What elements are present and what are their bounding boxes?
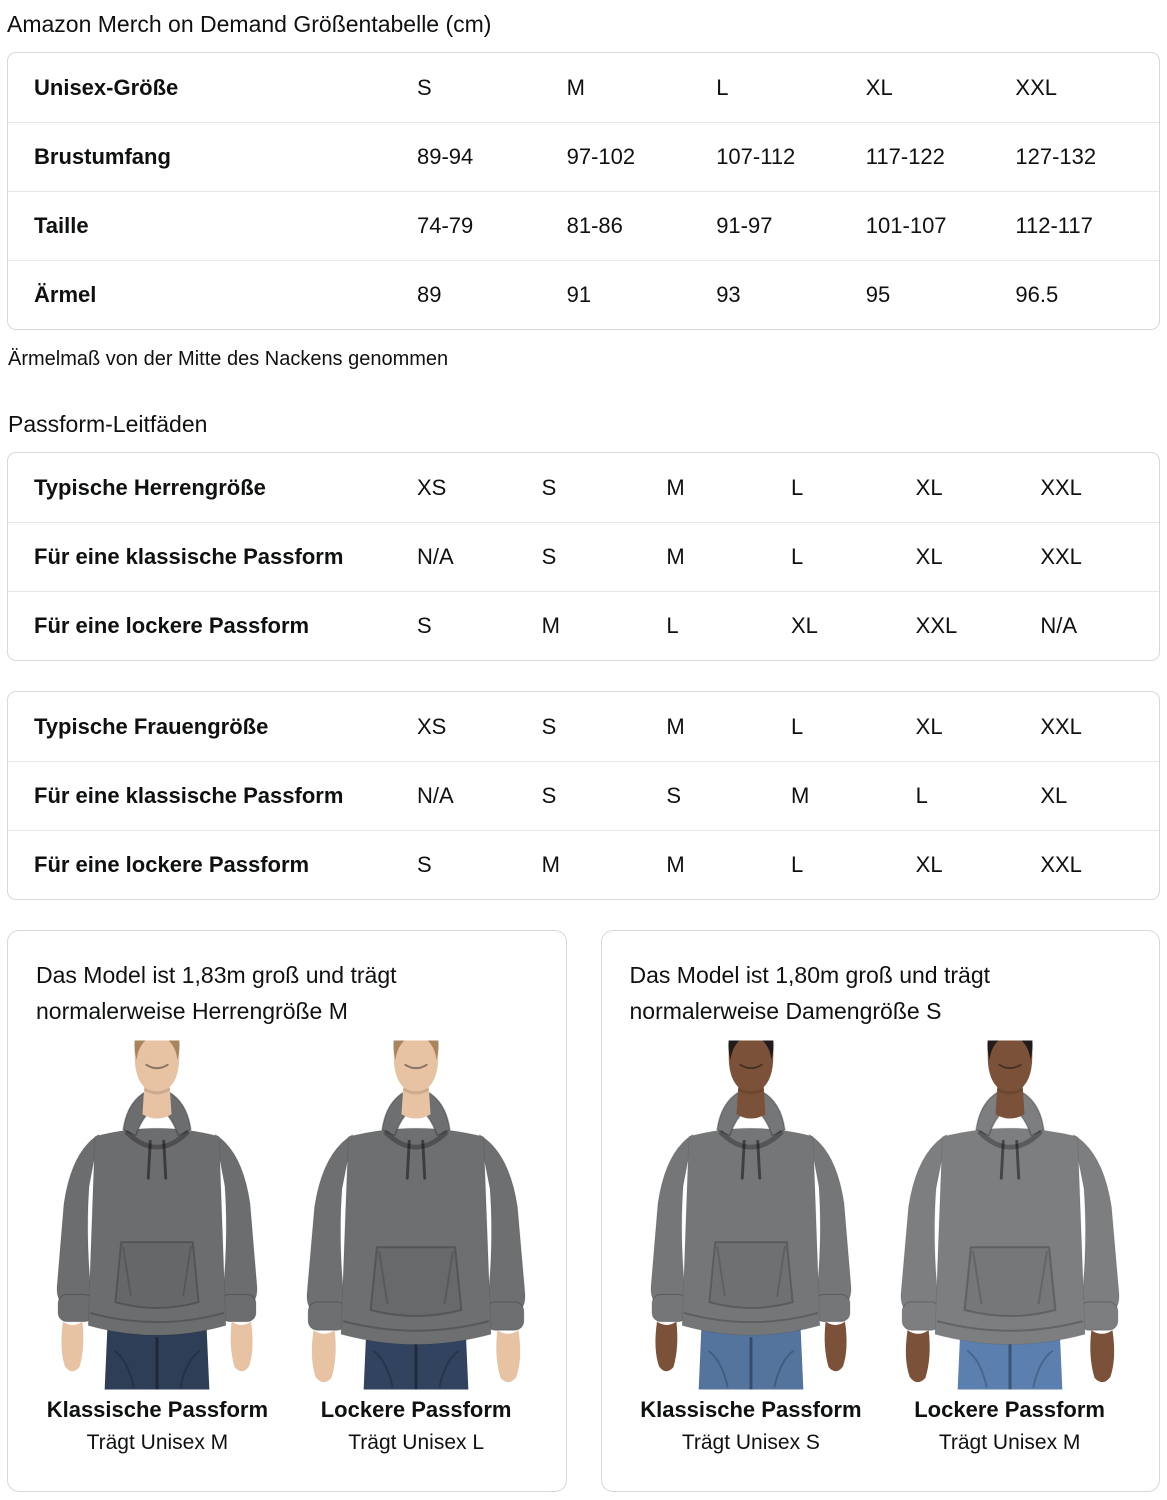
model-description: Das Model ist 1,83m groß und trägt normalerweise Herrengröße M [36,962,397,1024]
row-label: Unisex-Größe [34,74,179,100]
table-row [8,260,1159,329]
row-label: Für eine lockere Passform [34,613,310,638]
fit-caption: Klassische Passform [46,1397,269,1422]
hoodie-model-illustration [290,1037,542,1393]
fit-subcaption: Trägt Unisex S [681,1431,820,1454]
fit-subcaption: Trägt Unisex L [348,1431,485,1454]
row-label: Für eine lockere Passform [34,852,310,877]
size-cell: L [716,74,729,100]
size-cell: M [566,74,585,100]
size-cell: XXL [1040,852,1082,877]
hoodie-model-illustration [625,1037,877,1393]
size-cell: M [666,474,685,500]
table-row [8,761,1159,830]
table-row [8,191,1159,260]
size-cell: 112-117 [1015,213,1093,238]
size-cell: L [666,613,679,638]
model-description: Das Model ist 1,80m groß und trägt normalerweise Damengröße S [629,962,990,1024]
size-cell: S [417,613,432,638]
row-label: Brustumfang [34,144,171,169]
model-photo [880,1037,1139,1455]
size-cell: N/A [1040,613,1078,638]
size-cell: S [417,852,432,877]
model-card-men [7,930,567,1492]
size-cell: 91 [566,282,592,307]
size-cell: M [666,852,685,877]
size-cell: 127-132 [1015,144,1097,169]
size-cell: XXL [1015,74,1057,100]
size-cell: XXL [1040,474,1082,500]
table-row [8,522,1159,591]
size-cell: M [666,544,685,569]
row-label: Ärmel [34,282,97,307]
size-cell: XL [1040,783,1068,808]
row-label: Typische Frauengröße [34,713,269,739]
size-cell: S [541,544,557,569]
size-cell: XXL [915,613,958,638]
mens-fit-table [7,452,1160,661]
fit-subcaption: Trägt Unisex M [86,1431,229,1454]
fit-subcaption: Trägt Unisex M [938,1431,1081,1454]
table-row [8,453,1159,522]
fit-caption: Lockere Passform [320,1397,512,1422]
row-label: Für eine klassische Passform [34,783,344,808]
size-cell: 95 [865,282,891,307]
size-cell: N/A [417,783,454,808]
hoodie-model-illustration [884,1037,1136,1393]
size-cell: XL [915,474,943,500]
size-cell: XXL [1040,713,1082,739]
size-cell: S [666,783,682,808]
table-row [8,692,1159,761]
sleeve-note: Ärmelmaß von der Mitte des Nackens genommen [8,348,449,370]
figures-row [28,1037,546,1455]
size-cell: XS [417,713,447,739]
size-cell: M [666,713,685,739]
size-cell: 74-79 [417,213,474,238]
size-cell: XL [915,713,943,739]
size-cell: M [541,613,560,638]
size-cell: L [790,474,804,500]
size-cell: XS [417,474,447,500]
size-cell: 107-112 [716,144,796,169]
size-cell: N/A [417,544,454,569]
model-cards-row [7,930,1160,1492]
model-photo [287,1037,546,1455]
hoodie-model-illustration [31,1037,283,1393]
size-cell: S [417,74,432,100]
unisex-size-table [7,52,1160,330]
fit-caption: Lockere Passform [914,1397,1105,1422]
page-title: Amazon Merch on Demand Größentabelle (cm) [7,11,492,37]
size-cell: 96.5 [1015,282,1059,307]
table-row [8,591,1159,660]
model-card-women [601,930,1161,1492]
womens-fit-table [7,691,1160,900]
size-cell: S [541,713,557,739]
size-cell: XL [865,74,893,100]
fit-caption: Klassische Passform [640,1397,862,1422]
table-row [8,830,1159,899]
model-photo [28,1037,287,1455]
size-cell: 91-97 [716,213,773,238]
table-row [8,122,1159,191]
row-label: Taille [34,213,89,238]
size-cell: 93 [716,282,741,307]
size-cell: XL [915,544,943,569]
fit-guides-heading: Passform-Leitfäden [8,411,208,437]
size-cell: 89 [417,282,442,307]
size-cell: 81-86 [566,213,623,238]
size-cell: 97-102 [566,144,636,169]
size-cell: XXL [1040,544,1082,569]
size-cell: L [790,852,804,877]
size-cell: XL [915,852,943,877]
size-cell: M [790,783,810,808]
size-cell: M [541,852,560,877]
size-cell: XL [790,613,818,638]
table-row [8,53,1159,122]
model-photo [622,1037,881,1455]
size-cell: L [915,783,928,808]
size-cell: 89-94 [417,144,474,169]
size-cell: L [790,544,804,569]
size-cell: 117-122 [865,144,945,169]
size-cell: 101-107 [865,213,947,238]
size-cell: S [541,783,557,808]
size-cell: S [541,474,557,500]
size-cell: L [790,713,804,739]
figures-row [622,1037,1140,1455]
row-label: Typische Herrengröße [34,474,266,500]
row-label: Für eine klassische Passform [34,544,344,569]
